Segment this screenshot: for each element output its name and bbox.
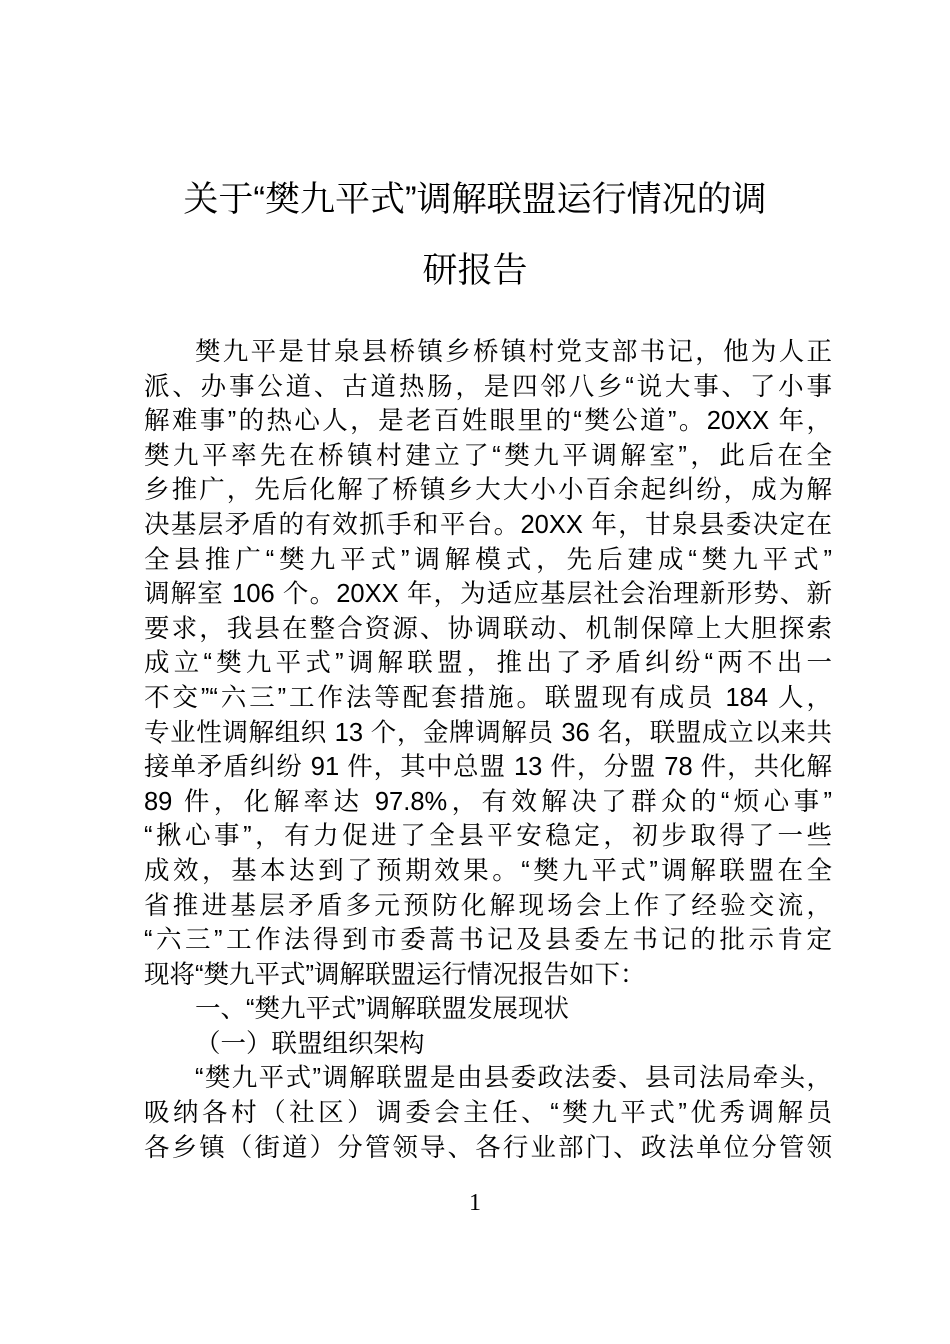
- paragraph-line: “樊九平式”调解联盟是由县委政法委、县司法局牵头，: [195, 1064, 832, 1093]
- paragraph-line: 接单矛盾纠纷 91 件，其中总盟 13 件，分盟 78 件，共化解: [144, 753, 832, 782]
- paragraph-line: 各乡镇（街道）分管领导、各行业部门、政法单位分管领: [144, 1133, 832, 1162]
- paragraph-line: 解难事”的热心人，是老百姓眼里的“樊公道”。20XX 年，: [144, 407, 832, 436]
- paragraph-line: 派、办事公道、古道热肠，是四邻八乡“说大事、了小事: [144, 372, 832, 401]
- paragraph-line: “六三”工作法得到市委蒿书记及县委左书记的批示肯定: [144, 926, 832, 955]
- paragraph-line: 吸纳各村（社区）调委会主任、“樊九平式”优秀调解员: [144, 1099, 832, 1128]
- paragraph-line: 樊九平是甘泉县桥镇乡桥镇村党支部书记，他为人正: [195, 338, 832, 366]
- paragraph-line: 89 件，化解率达 97.8%，有效解决了群众的“烦心事”: [144, 787, 832, 816]
- document-title-line-2: 研报告: [422, 251, 528, 290]
- paragraph-line: 全县推广“樊九平式”调解模式，先后建成“樊九平式”: [144, 545, 832, 574]
- subsection-heading: （一）联盟组织架构: [195, 1029, 425, 1058]
- paragraph-line: 调解室 106 个。20XX 年，为适应基层社会治理新形势、新: [144, 580, 832, 609]
- paragraph-line: 樊九平率先在桥镇村建立了“樊九平调解室”，此后在全: [144, 441, 832, 470]
- paragraph-line: 不交”“六三”工作法等配套措施。联盟现有成员 184 人，: [144, 683, 832, 712]
- section-heading: 一、“樊九平式”调解联盟发展现状: [195, 995, 569, 1024]
- paragraph-line: 乡推广，先后化解了桥镇乡大大小小百余起纠纷，成为解: [144, 476, 832, 505]
- paragraph-line: 专业性调解组织 13 个，金牌调解员 36 名，联盟成立以来共: [144, 718, 832, 747]
- paragraph-line: 要求，我县在整合资源、协调联动、机制保障上大胆探索: [144, 614, 832, 643]
- paragraph-line: “揪心事”，有力促进了全县平安稳定，初步取得了一些: [144, 822, 832, 851]
- paragraph-line: 成效，基本达到了预期效果。“樊九平式”调解联盟在全: [144, 856, 832, 885]
- page-number: 1: [469, 1190, 481, 1216]
- document-title-line-1: 关于“樊九平式”调解联盟运行情况的调: [183, 180, 767, 219]
- paragraph-line: 成立“樊九平式”调解联盟，推出了矛盾纠纷“两不出一: [144, 649, 832, 678]
- document-body: [144, 335, 832, 1165]
- paragraph-line: 决基层矛盾的有效抓手和平台。20XX 年，甘泉县委决定在: [144, 510, 832, 539]
- paragraph-line: 省推进基层矛盾多元预防化解现场会上作了经验交流，: [144, 891, 832, 920]
- paragraph-line: 现将“樊九平式”调解联盟运行情况报告如下：: [144, 960, 646, 989]
